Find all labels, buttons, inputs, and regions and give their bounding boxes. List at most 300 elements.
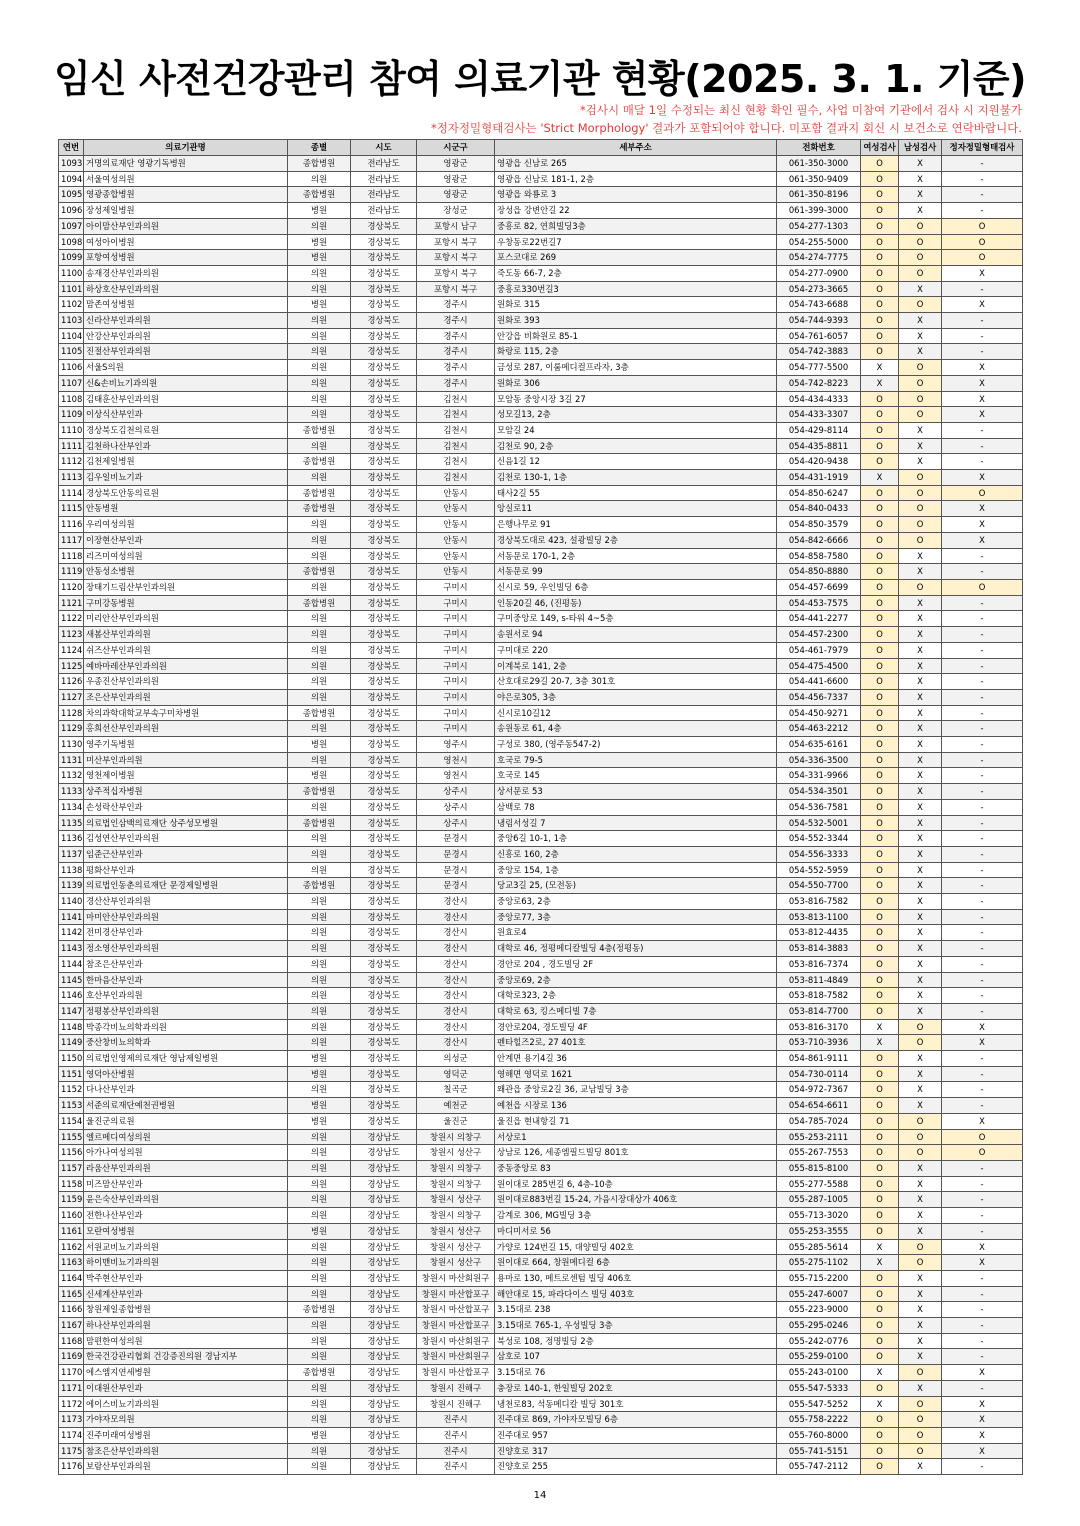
table-row bbox=[59, 344, 1023, 360]
female-test: O bbox=[861, 265, 899, 281]
address: 진주대로 869, 가야자모빌딩 6층 bbox=[495, 1412, 777, 1428]
row-no: 1135 bbox=[59, 815, 84, 831]
hospital-name: 마미안산부인과의원 bbox=[84, 909, 288, 925]
table-row bbox=[59, 391, 1023, 407]
province: 경상북도 bbox=[351, 564, 417, 580]
sperm-morphology-test: X bbox=[942, 297, 1023, 313]
row-no: 1094 bbox=[59, 171, 84, 187]
header-female-test: 여성검사 bbox=[861, 140, 899, 156]
province: 경상북도 bbox=[351, 925, 417, 941]
table-row bbox=[59, 579, 1023, 595]
district: 문경시 bbox=[417, 831, 495, 847]
male-test: O bbox=[899, 1035, 942, 1051]
phone: 054-840-0433 bbox=[777, 501, 861, 517]
province: 경상남도 bbox=[351, 1427, 417, 1443]
table-row bbox=[59, 595, 1023, 611]
hospital-name: 이장현산부인과 bbox=[84, 532, 288, 548]
phone: 054-274-7775 bbox=[777, 250, 861, 266]
province: 경상남도 bbox=[351, 1380, 417, 1396]
table-row bbox=[59, 1459, 1023, 1475]
province: 경상북도 bbox=[351, 689, 417, 705]
address: 중흥로 82, 연희빌딩3층 bbox=[495, 218, 777, 234]
district: 칠곡군 bbox=[417, 1082, 495, 1098]
address: 구미중앙로 149, s-타워 4~5층 bbox=[495, 611, 777, 627]
address: 대학로 46, 정평메디칼빌딩 4층(정평동) bbox=[495, 941, 777, 957]
province: 경상북도 bbox=[351, 250, 417, 266]
male-test: O bbox=[899, 375, 942, 391]
phone: 055-243-0100 bbox=[777, 1365, 861, 1381]
sperm-morphology-test: - bbox=[942, 878, 1023, 894]
male-test: X bbox=[899, 846, 942, 862]
hospital-type: 의원 bbox=[288, 721, 351, 737]
hospital-name: 포항여성병원 bbox=[84, 250, 288, 266]
address: 원효로4 bbox=[495, 925, 777, 941]
female-test: O bbox=[861, 972, 899, 988]
district: 구미시 bbox=[417, 705, 495, 721]
male-test: X bbox=[899, 627, 942, 643]
sperm-morphology-test: X bbox=[942, 391, 1023, 407]
phone: 053-816-7582 bbox=[777, 894, 861, 910]
hospital-name: 장태기드림산부인과의원 bbox=[84, 579, 288, 595]
district: 구미시 bbox=[417, 658, 495, 674]
header-sperm-morphology-test: 정자정밀형태검사 bbox=[942, 140, 1023, 156]
address: 원이대로 285번길 6, 4층-10층 bbox=[495, 1176, 777, 1192]
province: 경상북도 bbox=[351, 815, 417, 831]
sperm-morphology-test: - bbox=[942, 846, 1023, 862]
district: 경산시 bbox=[417, 894, 495, 910]
province: 경상남도 bbox=[351, 1129, 417, 1145]
female-test: O bbox=[861, 1098, 899, 1114]
hospital-type: 종합병원 bbox=[288, 422, 351, 438]
hospital-type: 의원 bbox=[288, 281, 351, 297]
table-row bbox=[59, 1098, 1023, 1114]
female-test: X bbox=[861, 1035, 899, 1051]
hospital-type: 의원 bbox=[288, 360, 351, 376]
table-row bbox=[59, 642, 1023, 658]
hospital-name: 김천제일병원 bbox=[84, 454, 288, 470]
table-row bbox=[59, 689, 1023, 705]
phone: 061-350-8196 bbox=[777, 187, 861, 203]
address: 상서문로 53 bbox=[495, 784, 777, 800]
phone: 054-552-5959 bbox=[777, 862, 861, 878]
table-row bbox=[59, 894, 1023, 910]
hospital-name: 전미경산부인과 bbox=[84, 925, 288, 941]
hospital-name: 신세계산부인과 bbox=[84, 1286, 288, 1302]
phone: 054-450-9271 bbox=[777, 705, 861, 721]
province: 전라남도 bbox=[351, 203, 417, 219]
male-test: X bbox=[899, 674, 942, 690]
row-no: 1164 bbox=[59, 1270, 84, 1286]
province: 경상남도 bbox=[351, 1176, 417, 1192]
district: 창원시 마산회원구 bbox=[417, 1349, 495, 1365]
table-row bbox=[59, 234, 1023, 250]
hospital-type: 의원 bbox=[288, 611, 351, 627]
phone: 054-273-3665 bbox=[777, 281, 861, 297]
table-row bbox=[59, 1318, 1023, 1334]
female-test: O bbox=[861, 846, 899, 862]
district: 영광군 bbox=[417, 171, 495, 187]
male-test: X bbox=[899, 1380, 942, 1396]
table-row bbox=[59, 721, 1023, 737]
phone: 054-654-6611 bbox=[777, 1098, 861, 1114]
female-test: O bbox=[861, 234, 899, 250]
row-no: 1097 bbox=[59, 218, 84, 234]
hospital-type: 병원 bbox=[288, 1223, 351, 1239]
hospital-name: 서원교비뇨기과의원 bbox=[84, 1239, 288, 1255]
hospital-name: 거명의료재단 영광기독병원 bbox=[84, 156, 288, 172]
phone: 054-457-6699 bbox=[777, 579, 861, 595]
male-test: O bbox=[899, 532, 942, 548]
district: 영천시 bbox=[417, 752, 495, 768]
female-test: O bbox=[861, 611, 899, 627]
district: 김천시 bbox=[417, 454, 495, 470]
row-no: 1105 bbox=[59, 344, 84, 360]
district: 창원시 마산합포구 bbox=[417, 1286, 495, 1302]
hospital-type: 의원 bbox=[288, 391, 351, 407]
hospital-type: 의원 bbox=[288, 1176, 351, 1192]
female-test: O bbox=[861, 250, 899, 266]
address: 3.15대로 765-1, 우성빌딩 3층 bbox=[495, 1318, 777, 1334]
hospital-name: 미즈맘산부인과 bbox=[84, 1176, 288, 1192]
table-row bbox=[59, 1035, 1023, 1051]
phone: 054-431-1919 bbox=[777, 470, 861, 486]
province: 경상북도 bbox=[351, 1035, 417, 1051]
female-test: O bbox=[861, 1129, 899, 1145]
table-row bbox=[59, 281, 1023, 297]
hospital-name: 경상북도김천의료원 bbox=[84, 422, 288, 438]
male-test: X bbox=[899, 187, 942, 203]
province: 경상북도 bbox=[351, 1113, 417, 1129]
female-test: O bbox=[861, 422, 899, 438]
male-test: X bbox=[899, 878, 942, 894]
table-row bbox=[59, 925, 1023, 941]
district: 진주시 bbox=[417, 1443, 495, 1459]
address: 펜타힐즈2로, 27 401호 bbox=[495, 1035, 777, 1051]
phone: 054-730-0114 bbox=[777, 1066, 861, 1082]
district: 경산시 bbox=[417, 988, 495, 1004]
row-no: 1145 bbox=[59, 972, 84, 988]
hospital-name: 맘존여성병원 bbox=[84, 297, 288, 313]
phone: 053-816-7374 bbox=[777, 956, 861, 972]
hospital-type: 의원 bbox=[288, 438, 351, 454]
district: 창원시 의창구 bbox=[417, 1129, 495, 1145]
hospital-name: 리즈미여성의원 bbox=[84, 548, 288, 564]
phone: 054-277-0900 bbox=[777, 265, 861, 281]
hospital-type: 의원 bbox=[288, 1003, 351, 1019]
phone: 054-850-8880 bbox=[777, 564, 861, 580]
district: 김천시 bbox=[417, 438, 495, 454]
phone: 054-858-7580 bbox=[777, 548, 861, 564]
male-test: O bbox=[899, 360, 942, 376]
row-no: 1123 bbox=[59, 627, 84, 643]
row-no: 1169 bbox=[59, 1349, 84, 1365]
phone: 061-350-9409 bbox=[777, 171, 861, 187]
address: 해안대로 15, 파라다이스 빌딩 403호 bbox=[495, 1286, 777, 1302]
header-province: 시도 bbox=[351, 140, 417, 156]
address: 금성로 287, 이룸메디컬프라자, 3층 bbox=[495, 360, 777, 376]
male-test: X bbox=[899, 1302, 942, 1318]
district: 구미시 bbox=[417, 579, 495, 595]
hospital-type: 종합병원 bbox=[288, 501, 351, 517]
district: 경주시 bbox=[417, 313, 495, 329]
male-test: O bbox=[899, 297, 942, 313]
hospital-type: 종합병원 bbox=[288, 187, 351, 203]
district: 경주시 bbox=[417, 328, 495, 344]
province: 경상남도 bbox=[351, 1208, 417, 1224]
hospital-type: 의원 bbox=[288, 627, 351, 643]
table-row bbox=[59, 815, 1023, 831]
hospital-name: 차의과학대학교부속구미차병원 bbox=[84, 705, 288, 721]
hospital-type: 의원 bbox=[288, 1286, 351, 1302]
row-no: 1100 bbox=[59, 265, 84, 281]
table-row bbox=[59, 360, 1023, 376]
district: 상주시 bbox=[417, 784, 495, 800]
phone: 054-550-7700 bbox=[777, 878, 861, 894]
phone: 054-842-6666 bbox=[777, 532, 861, 548]
row-no: 1133 bbox=[59, 784, 84, 800]
province: 경상북도 bbox=[351, 532, 417, 548]
phone: 053-814-7700 bbox=[777, 1003, 861, 1019]
row-no: 1101 bbox=[59, 281, 84, 297]
table-row bbox=[59, 470, 1023, 486]
province: 경상북도 bbox=[351, 768, 417, 784]
hospital-type: 병원 bbox=[288, 1051, 351, 1067]
sperm-morphology-test: - bbox=[942, 1208, 1023, 1224]
hospital-type: 의원 bbox=[288, 171, 351, 187]
hospital-type: 의원 bbox=[288, 1145, 351, 1161]
sperm-morphology-test: - bbox=[942, 1066, 1023, 1082]
row-no: 1152 bbox=[59, 1082, 84, 1098]
province: 경상남도 bbox=[351, 1333, 417, 1349]
hospital-type: 의원 bbox=[288, 831, 351, 847]
district: 창원시 성산구 bbox=[417, 1145, 495, 1161]
province: 경상남도 bbox=[351, 1270, 417, 1286]
district: 경산시 bbox=[417, 925, 495, 941]
row-no: 1154 bbox=[59, 1113, 84, 1129]
hospital-name: 새봄산부인과의원 bbox=[84, 627, 288, 643]
phone: 054-457-2300 bbox=[777, 627, 861, 643]
hospital-type: 의원 bbox=[288, 1412, 351, 1428]
phone: 061-399-3000 bbox=[777, 203, 861, 219]
phone: 055-275-1102 bbox=[777, 1255, 861, 1271]
hospital-type: 의원 bbox=[288, 1255, 351, 1271]
table-row bbox=[59, 862, 1023, 878]
hospital-name: 임준근산부인과 bbox=[84, 846, 288, 862]
sperm-morphology-test: O bbox=[942, 234, 1023, 250]
phone: 054-456-7337 bbox=[777, 689, 861, 705]
district: 창원시 의창구 bbox=[417, 1208, 495, 1224]
address: 충장로 140-1, 한일빌딩 202호 bbox=[495, 1380, 777, 1396]
district: 창원시 의창구 bbox=[417, 1176, 495, 1192]
address: 산호대로29길 20-7, 3층 301호 bbox=[495, 674, 777, 690]
district: 경주시 bbox=[417, 375, 495, 391]
hospital-type: 의원 bbox=[288, 344, 351, 360]
sperm-morphology-test: - bbox=[942, 894, 1023, 910]
table-row bbox=[59, 313, 1023, 329]
row-no: 1093 bbox=[59, 156, 84, 172]
row-no: 1143 bbox=[59, 941, 84, 957]
hospital-name: 영천제이병원 bbox=[84, 768, 288, 784]
sperm-morphology-test: X bbox=[942, 1365, 1023, 1381]
table-row bbox=[59, 1003, 1023, 1019]
address: 신음1길 12 bbox=[495, 454, 777, 470]
sperm-morphology-test: X bbox=[942, 1443, 1023, 1459]
table-row bbox=[59, 422, 1023, 438]
header-address: 세부주소 bbox=[495, 140, 777, 156]
row-no: 1109 bbox=[59, 407, 84, 423]
table-row bbox=[59, 909, 1023, 925]
address: 울진읍 현내항길 71 bbox=[495, 1113, 777, 1129]
address: 신시로 59, 우인빌딩 6층 bbox=[495, 579, 777, 595]
female-test: X bbox=[861, 1255, 899, 1271]
province: 경상북도 bbox=[351, 313, 417, 329]
hospital-type: 의원 bbox=[288, 1443, 351, 1459]
male-test: O bbox=[899, 407, 942, 423]
address: 원화로 315 bbox=[495, 297, 777, 313]
phone: 054-861-9111 bbox=[777, 1051, 861, 1067]
hospital-name: 김천하나산부인과 bbox=[84, 438, 288, 454]
hospital-name: 전한나산부인과 bbox=[84, 1208, 288, 1224]
male-test: X bbox=[899, 156, 942, 172]
hospital-name: 평화산부인과 bbox=[84, 862, 288, 878]
male-test: O bbox=[899, 1145, 942, 1161]
table-row bbox=[59, 485, 1023, 501]
female-test: O bbox=[861, 1113, 899, 1129]
address: 죽도동 66-7, 2층 bbox=[495, 265, 777, 281]
male-test: O bbox=[899, 391, 942, 407]
sperm-morphology-test: - bbox=[942, 799, 1023, 815]
male-test: X bbox=[899, 1098, 942, 1114]
province: 경상남도 bbox=[351, 1318, 417, 1334]
phone: 054-434-4333 bbox=[777, 391, 861, 407]
sperm-morphology-test: - bbox=[942, 328, 1023, 344]
phone: 055-242-0776 bbox=[777, 1333, 861, 1349]
sperm-morphology-test: - bbox=[942, 972, 1023, 988]
phone: 053-816-3170 bbox=[777, 1019, 861, 1035]
address: 원이대로 664, 창원메디컬 6층 bbox=[495, 1255, 777, 1271]
district: 창원시 성산구 bbox=[417, 1223, 495, 1239]
table-row bbox=[59, 1066, 1023, 1082]
phone: 055-285-5614 bbox=[777, 1239, 861, 1255]
hospital-name: 에이스비뇨기과의원 bbox=[84, 1396, 288, 1412]
district: 안동시 bbox=[417, 564, 495, 580]
hospital-name: 한마음산부인과 bbox=[84, 972, 288, 988]
phone: 054-742-8223 bbox=[777, 375, 861, 391]
district: 영주시 bbox=[417, 737, 495, 753]
district: 구미시 bbox=[417, 627, 495, 643]
district: 경주시 bbox=[417, 297, 495, 313]
hospital-type: 의원 bbox=[288, 1192, 351, 1208]
address: 삼호로 107 bbox=[495, 1349, 777, 1365]
male-test: O bbox=[899, 470, 942, 486]
district: 영덕군 bbox=[417, 1066, 495, 1082]
hospital-table bbox=[58, 139, 1023, 1475]
header-no: 연번 bbox=[59, 140, 84, 156]
sperm-morphology-test: - bbox=[942, 171, 1023, 187]
province: 경상남도 bbox=[351, 1443, 417, 1459]
phone: 055-547-5252 bbox=[777, 1396, 861, 1412]
address: 김천로 90, 2층 bbox=[495, 438, 777, 454]
phone: 054-441-6600 bbox=[777, 674, 861, 690]
hospital-name: 의료법인삼백의료재단 상주성모병원 bbox=[84, 815, 288, 831]
district: 경산시 bbox=[417, 941, 495, 957]
male-test: X bbox=[899, 1082, 942, 1098]
province: 경상북도 bbox=[351, 1082, 417, 1098]
hospital-name: 경산산부인과의원 bbox=[84, 894, 288, 910]
province: 경상북도 bbox=[351, 941, 417, 957]
male-test: O bbox=[899, 517, 942, 533]
district: 창원시 성산구 bbox=[417, 1192, 495, 1208]
address: 성모길13, 2층 bbox=[495, 407, 777, 423]
district: 진주시 bbox=[417, 1427, 495, 1443]
hospital-type: 의원 bbox=[288, 517, 351, 533]
row-no: 1153 bbox=[59, 1098, 84, 1114]
table-row bbox=[59, 674, 1023, 690]
address: 은행나무로 91 bbox=[495, 517, 777, 533]
district: 안동시 bbox=[417, 548, 495, 564]
hospital-name: 박주현산부인과 bbox=[84, 1270, 288, 1286]
row-no: 1119 bbox=[59, 564, 84, 580]
sperm-morphology-test: X bbox=[942, 517, 1023, 533]
hospital-type: 병원 bbox=[288, 768, 351, 784]
address: 감계로 306, MG빌딩 3층 bbox=[495, 1208, 777, 1224]
sperm-morphology-test: - bbox=[942, 988, 1023, 1004]
hospital-type: 의원 bbox=[288, 642, 351, 658]
hospital-name: 박종각비뇨의학과의원 bbox=[84, 1019, 288, 1035]
hospital-type: 종합병원 bbox=[288, 1302, 351, 1318]
row-no: 1138 bbox=[59, 862, 84, 878]
sperm-morphology-test: X bbox=[942, 265, 1023, 281]
row-no: 1099 bbox=[59, 250, 84, 266]
female-test: O bbox=[861, 1066, 899, 1082]
sperm-morphology-test: - bbox=[942, 737, 1023, 753]
hospital-type: 종합병원 bbox=[288, 454, 351, 470]
female-test: X bbox=[861, 1365, 899, 1381]
sperm-morphology-test: - bbox=[942, 627, 1023, 643]
address: 중앙로77, 3층 bbox=[495, 909, 777, 925]
hospital-type: 종합병원 bbox=[288, 1365, 351, 1381]
province: 경상북도 bbox=[351, 407, 417, 423]
hospital-name: 의료법인동춘의료재단 문경제일병원 bbox=[84, 878, 288, 894]
row-no: 1129 bbox=[59, 721, 84, 737]
address: 안계면 용기4길 36 bbox=[495, 1051, 777, 1067]
hospital-name: 모란여성병원 bbox=[84, 1223, 288, 1239]
hospital-name: 에스엠지연세병원 bbox=[84, 1365, 288, 1381]
address: 송원동로 61, 4층 bbox=[495, 721, 777, 737]
province: 경상북도 bbox=[351, 674, 417, 690]
hospital-type: 의원 bbox=[288, 548, 351, 564]
phone: 054-785-7024 bbox=[777, 1113, 861, 1129]
male-test: O bbox=[899, 1412, 942, 1428]
province: 경상북도 bbox=[351, 579, 417, 595]
sperm-morphology-test: - bbox=[942, 313, 1023, 329]
district: 경산시 bbox=[417, 972, 495, 988]
hospital-name: 홍희선산부인과의원 bbox=[84, 721, 288, 737]
hospital-name: 예바마레산부인과의원 bbox=[84, 658, 288, 674]
hospital-name: 호산부인과의원 bbox=[84, 988, 288, 1004]
female-test: O bbox=[861, 1349, 899, 1365]
hospital-type: 의원 bbox=[288, 579, 351, 595]
sperm-morphology-test: - bbox=[942, 548, 1023, 564]
table-row bbox=[59, 501, 1023, 517]
female-test: X bbox=[861, 360, 899, 376]
row-no: 1168 bbox=[59, 1333, 84, 1349]
table-row bbox=[59, 1161, 1023, 1177]
female-test: O bbox=[861, 281, 899, 297]
hospital-type: 의원 bbox=[288, 689, 351, 705]
province: 경상북도 bbox=[351, 894, 417, 910]
male-test: O bbox=[899, 250, 942, 266]
